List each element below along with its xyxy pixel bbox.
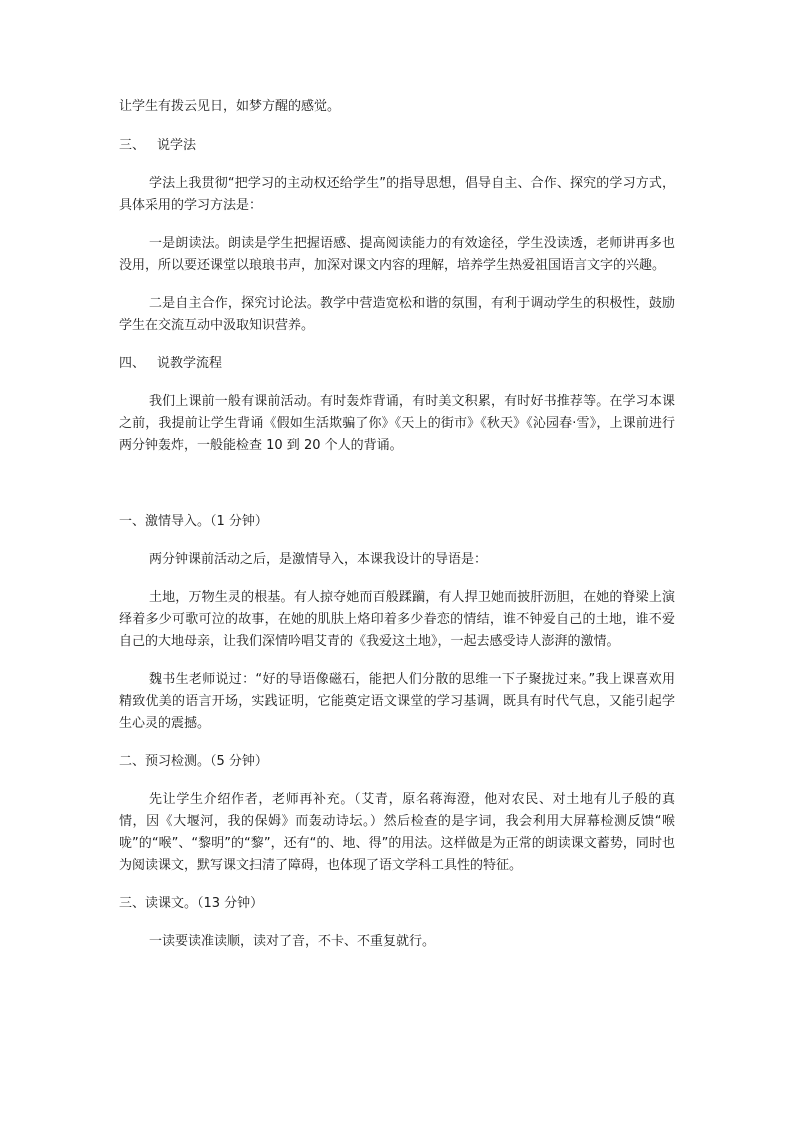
section-title: 说学法	[157, 138, 197, 153]
section-heading-study-method	[119, 135, 675, 157]
paragraph: 一是朗读法。朗读是学生把握语感、提高阅读能力的有效途径，学生没读透，老师讲再多也没用，所以要还课堂以琅琅书声，加深对课文内容的理解，培养学生热爱祖国语言文字的兴趣。	[119, 236, 675, 273]
section-number: 三、	[119, 138, 146, 153]
step-heading-intro: 一、激情导入。（1 分钟）	[119, 514, 268, 529]
document-body	[119, 96, 675, 969]
section-title: 说教学流程	[157, 356, 223, 371]
paragraph: 先让学生介绍作者，老师再补充。（艾青，原名蒋海澄，他对农民、对土地有儿子般的真情，因《大堰河，我的保姆》而轰动诗坛。）然后检查的是字词，我会利用大屏幕检测反馈“喉咙”的“喉”、“黎明”的“黎”，还有“的、地、得”的用法。这样做是为正常的朗读课文蓄势，同时也为阅读课文，默写课文扫清了障碍，也体现了语文学科工具性的特征。	[119, 792, 675, 873]
paragraph: 魏书生老师说过：“好的导语像磁石，能把人们分散的思维一下子聚拢过来。”我上课喜欢用精致优美的语言开场，实践证明，它能奠定语文课堂的学习基调，既具有时代气息，又能引起学生心灵的震撼。	[119, 672, 675, 731]
section-number: 四、	[119, 356, 146, 371]
paragraph: 土地，万物生灵的根基。有人掠夺她而百般蹂躏，有人捍卫她而披肝沥胆，在她的脊梁上演绎着多少可歌可泣的故事，在她的肌肤上烙印着多少眷恋的情结，谁不钟爱自己的土地，谁不爱自己的大地母亲，让我们深情吟唱艾青的《我爱这土地》，一起去感受诗人澎湃的激情。	[119, 590, 675, 649]
paragraph: 两分钟课前活动之后，是激情导入，本课我设计的导语是：	[149, 552, 488, 567]
paragraph: 二是自主合作，探究讨论法。教学中营造宽松和谐的氛围，有利于调动学生的积极性，鼓励学生在交流互动中汲取知识营养。	[119, 296, 675, 333]
opening-line: 让学生有拨云见日，如梦方醒的感觉。	[119, 99, 341, 114]
section-heading-teaching-process	[119, 353, 675, 375]
blank-line	[119, 473, 675, 511]
step-heading-read-text: 三、读课文。（13 分钟）	[119, 896, 264, 911]
step-heading-preview-check: 二、预习检测。（5 分钟）	[119, 754, 268, 769]
paragraph: 一读要读准读顺，读对了音，不卡、不重复就行。	[149, 934, 436, 949]
paragraph: 我们上课前一般有课前活动。有时轰炸背诵，有时美文积累，有时好书推荐等。在学习本课之前，我提前让学生背诵《假如生活欺骗了你》《天上的街市》《秋天》《沁园春·雪》，上课前进行两分钟轰炸，一般能检查 10 到 20 个人的背诵。	[119, 394, 675, 453]
paragraph: 学法上我贯彻“把学习的主动权还给学生”的指导思想，倡导自主、合作、探究的学习方式，具体采用的学习方法是：	[119, 176, 675, 213]
